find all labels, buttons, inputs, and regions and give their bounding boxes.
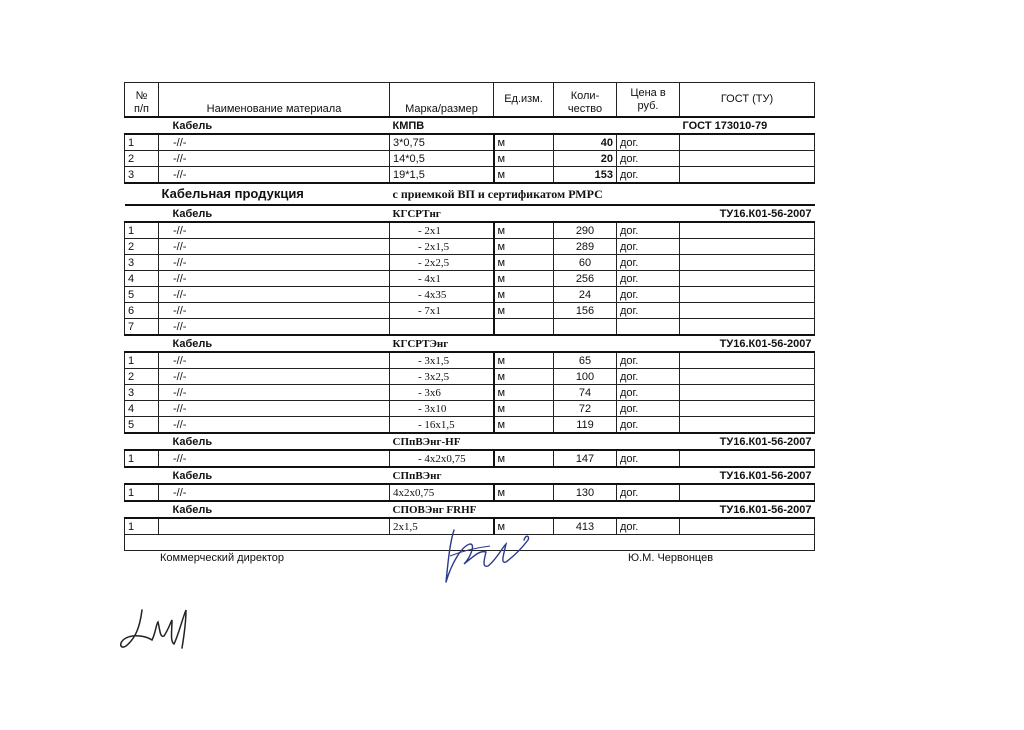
row-name: -//- — [159, 271, 390, 287]
row-num: 3 — [125, 385, 159, 401]
table-row — [125, 369, 815, 385]
row-name: -//- — [159, 222, 390, 239]
row-num: 1 — [125, 450, 159, 467]
row-unit: м — [494, 303, 554, 319]
row-unit: м — [494, 417, 554, 434]
table-row — [125, 319, 815, 336]
row-price: дог. — [617, 401, 680, 417]
signatory-name: Ю.М. Червонцев — [628, 552, 714, 564]
row-qty: 72 — [554, 401, 617, 417]
row-name: -//- — [159, 255, 390, 271]
group-row — [125, 501, 815, 518]
row-price: дог. — [617, 239, 680, 255]
row-name: -//- — [159, 385, 390, 401]
row-qty: 256 — [554, 271, 617, 287]
group-mark: СПпВЭнг — [390, 467, 494, 484]
row-price: дог. — [617, 255, 680, 271]
row-price: дог. — [617, 518, 680, 535]
row-unit: м — [494, 287, 554, 303]
row-qty: 147 — [554, 450, 617, 467]
row-num: 5 — [125, 417, 159, 434]
row-unit: м — [494, 167, 554, 184]
row-price: дог. — [617, 450, 680, 467]
group-gost: ТУ16.К01-56-2007 — [680, 205, 815, 222]
row-qty: 60 — [554, 255, 617, 271]
row-name — [159, 518, 390, 535]
row-qty: 289 — [554, 239, 617, 255]
row-name: -//- — [159, 319, 390, 336]
row-unit: м — [494, 151, 554, 167]
group-name: Кабель — [159, 501, 390, 518]
row-mark: - 4х1 — [390, 271, 494, 287]
table-row — [125, 385, 815, 401]
header-gost: ГОСТ (ТУ) — [680, 83, 815, 118]
header-unit: Ед.изм. — [494, 83, 554, 118]
row-price: дог. — [617, 271, 680, 287]
header-price: Цена в руб. — [617, 83, 680, 118]
row-qty: 413 — [554, 518, 617, 535]
table-row — [125, 401, 815, 417]
group-gost: ГОСТ 173010-79 — [680, 117, 815, 134]
table-row — [125, 303, 815, 319]
row-mark: - 2х1,5 — [390, 239, 494, 255]
row-price: дог. — [617, 369, 680, 385]
row-name: -//- — [159, 417, 390, 434]
row-name: -//- — [159, 401, 390, 417]
section-title: Кабельная продукция — [161, 186, 304, 201]
row-unit: м — [494, 401, 554, 417]
row-mark: - 3х1,5 — [390, 352, 494, 369]
row-unit: м — [494, 450, 554, 467]
table-row — [125, 222, 815, 239]
row-qty: 74 — [554, 385, 617, 401]
group-mark: КМПВ — [390, 117, 494, 134]
table-row — [125, 417, 815, 434]
row-price: дог. — [617, 417, 680, 434]
group-mark: КГСРТнг — [390, 205, 494, 222]
row-mark — [390, 319, 494, 336]
section-row — [125, 183, 815, 205]
row-price: дог. — [617, 385, 680, 401]
row-unit — [494, 319, 554, 336]
row-num: 1 — [125, 518, 159, 535]
row-unit: м — [494, 484, 554, 501]
row-name: -//- — [159, 151, 390, 167]
group-row — [125, 335, 815, 352]
row-unit: м — [494, 369, 554, 385]
row-mark: 3*0,75 — [390, 134, 494, 151]
section-subtitle: с приемкой ВП и сертификатом РМРС — [392, 187, 603, 201]
row-price: дог. — [617, 134, 680, 151]
group-row — [125, 205, 815, 222]
table-row — [125, 484, 815, 501]
row-price: дог. — [617, 303, 680, 319]
group-row — [125, 467, 815, 484]
row-price: дог. — [617, 151, 680, 167]
header-mark: Марка/размер — [390, 83, 494, 118]
group-name: Кабель — [159, 117, 390, 134]
row-mark: 19*1,5 — [390, 167, 494, 184]
table-row — [125, 239, 815, 255]
row-name: -//- — [159, 287, 390, 303]
row-mark: - 3х2,5 — [390, 369, 494, 385]
group-name: Кабель — [159, 467, 390, 484]
group-mark: СПОВЭнг FRHF — [390, 501, 494, 518]
row-price: дог. — [617, 167, 680, 184]
row-mark: 14*0,5 — [390, 151, 494, 167]
group-gost: ТУ16.К01-56-2007 — [680, 467, 815, 484]
row-mark: - 2х2,5 — [390, 255, 494, 271]
row-name: -//- — [159, 369, 390, 385]
row-qty: 100 — [554, 369, 617, 385]
row-name: -//- — [159, 484, 390, 501]
row-mark: 2х1,5 — [390, 518, 494, 535]
row-num: 3 — [125, 255, 159, 271]
row-qty: 65 — [554, 352, 617, 369]
director-signature — [440, 522, 550, 602]
table-row — [125, 271, 815, 287]
group-row — [125, 117, 815, 134]
table-row — [125, 134, 815, 151]
row-qty: 156 — [554, 303, 617, 319]
group-gost: ТУ16.К01-56-2007 — [680, 433, 815, 450]
table-row — [125, 287, 815, 303]
row-mark: - 7х1 — [390, 303, 494, 319]
row-unit: м — [494, 385, 554, 401]
row-name: -//- — [159, 167, 390, 184]
header-name: Наименование материала — [159, 83, 390, 118]
table-row — [125, 151, 815, 167]
row-num: 1 — [125, 352, 159, 369]
row-qty: 153 — [554, 167, 617, 184]
table-header-row — [125, 83, 815, 118]
row-name: -//- — [159, 450, 390, 467]
row-mark: - 4х2х0,75 — [390, 450, 494, 467]
row-unit: м — [494, 222, 554, 239]
row-mark: - 3х6 — [390, 385, 494, 401]
group-row — [125, 433, 815, 450]
group-mark: СПпВЭнг-HF — [390, 433, 494, 450]
row-unit: м — [494, 518, 554, 535]
row-num: 5 — [125, 287, 159, 303]
row-num: 2 — [125, 239, 159, 255]
row-num: 3 — [125, 167, 159, 184]
group-name: Кабель — [159, 335, 390, 352]
row-price: дог. — [617, 222, 680, 239]
row-qty: 119 — [554, 417, 617, 434]
row-qty: 130 — [554, 484, 617, 501]
row-unit: м — [494, 239, 554, 255]
row-price: дог. — [617, 287, 680, 303]
row-num: 4 — [125, 271, 159, 287]
group-name: Кабель — [159, 205, 390, 222]
row-mark: - 16х1,5 — [390, 417, 494, 434]
row-qty: 20 — [554, 151, 617, 167]
group-mark: КГСРТЭнг — [390, 335, 494, 352]
row-unit: м — [494, 352, 554, 369]
row-price: дог. — [617, 484, 680, 501]
row-unit: м — [494, 271, 554, 287]
header-num: № п/п — [125, 83, 159, 118]
row-num: 4 — [125, 401, 159, 417]
row-unit: м — [494, 134, 554, 151]
row-qty — [554, 319, 617, 336]
group-gost: ТУ16.К01-56-2007 — [680, 335, 815, 352]
row-name: -//- — [159, 134, 390, 151]
group-name: Кабель — [159, 433, 390, 450]
row-num: 1 — [125, 222, 159, 239]
table-row — [125, 255, 815, 271]
row-name: -//- — [159, 303, 390, 319]
table-row — [125, 352, 815, 369]
row-num: 1 — [125, 134, 159, 151]
row-price: дог. — [617, 352, 680, 369]
row-qty: 40 — [554, 134, 617, 151]
row-num: 6 — [125, 303, 159, 319]
row-num: 2 — [125, 369, 159, 385]
row-mark: - 3х10 — [390, 401, 494, 417]
row-name: -//- — [159, 239, 390, 255]
row-unit: м — [494, 255, 554, 271]
row-num: 7 — [125, 319, 159, 336]
row-qty: 24 — [554, 287, 617, 303]
table-row — [125, 167, 815, 184]
row-qty: 290 — [554, 222, 617, 239]
materials-table — [124, 82, 815, 551]
row-mark: 4х2х0,75 — [390, 484, 494, 501]
group-gost: ТУ16.К01-56-2007 — [680, 501, 815, 518]
signatory-title: Коммерческий директор — [160, 552, 285, 564]
row-num: 1 — [125, 484, 159, 501]
row-price — [617, 319, 680, 336]
row-mark: - 2х1 — [390, 222, 494, 239]
table-row — [125, 450, 815, 467]
row-mark: - 4х35 — [390, 287, 494, 303]
row-num: 2 — [125, 151, 159, 167]
handwritten-signature — [112, 596, 202, 666]
header-qty: Коли- чество — [554, 83, 617, 118]
row-name: -//- — [159, 352, 390, 369]
